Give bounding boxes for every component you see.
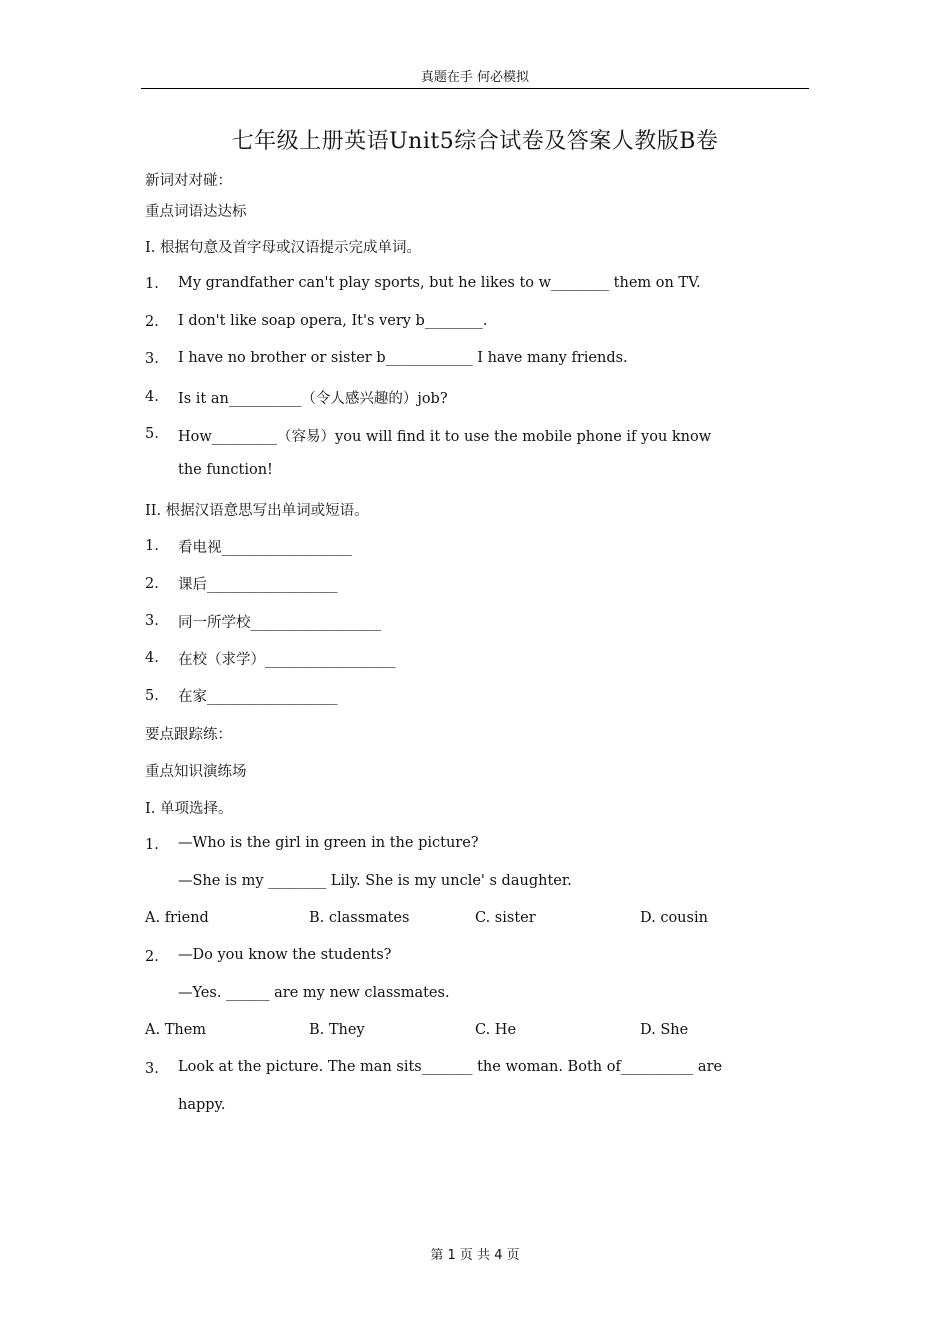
part1-item-number: 3. [145,351,159,367]
question-number: 1. [145,837,159,853]
part2-item-text: 在家__________________ [178,689,338,705]
question-line: —She is my ________ Lily. She is my uncle' s daughter. [178,873,572,889]
question-number: 2. [145,949,159,965]
part2-item-number: 5. [145,688,159,704]
option-b: B. They [309,1022,365,1038]
part1-item-text: I have no brother or sister b____________ I have many friends. [178,350,628,366]
option-c: C. sister [475,910,536,926]
option-c: C. He [475,1022,517,1038]
part1-item-text: How_________（容易）you will find it to use the mobile phone if you know [178,429,712,445]
section-new-words: 新词对对碰： [145,173,232,189]
part1-item-number: 2. [145,314,159,330]
section-knowledge: 重点知识演练场 [145,764,247,780]
part1-item-text: Is it an__________（令人感兴趣的）job? [178,391,448,407]
section-key-words: 重点词语达达标 [145,204,247,220]
question-line: Look at the picture. The man sits_______ the woman. Both of__________ are [178,1059,723,1075]
option-d: D. She [640,1022,689,1038]
option-d: D. cousin [640,910,708,926]
part1-item-continuation: the function! [178,462,273,478]
section-practice: 要点跟踪练： [145,727,232,743]
part2-item-number: 3. [145,613,159,629]
part2-heading: II. 根据汉语意思写出单词或短语。 [145,503,369,519]
part1-item-number: 1. [145,276,159,292]
question-line: happy. [178,1097,226,1113]
part2-item-text: 课后__________________ [178,577,338,593]
part1-item-number: 4. [145,389,159,405]
question-line: —Who is the girl in green in the picture? [178,835,479,851]
part1-item-text: My grandfather can't play sports, but he likes to w________ them on TV. [178,275,701,291]
question-line: —Do you know the students? [178,947,392,963]
option-b: B. classmates [309,910,410,926]
header-rule [141,88,809,89]
document-title: 七年级上册英语Unit5综合试卷及答案人教版B卷 [231,129,719,154]
question-number: 3. [145,1061,159,1077]
part1-item-number: 5. [145,426,159,442]
part1-heading: I. 根据句意及首字母或汉语提示完成单词。 [145,240,421,256]
question-line: —Yes. ______ are my new classmates. [178,985,450,1001]
page-header: 真题在手 何必模拟 [420,70,530,85]
part3-heading: I. 单项选择。 [145,801,233,817]
part2-item-text: 看电视__________________ [178,540,352,556]
option-a: A. Them [145,1022,207,1038]
page-footer: 第 1 页 共 4 页 [430,1248,520,1263]
part2-item-number: 2. [145,576,159,592]
part1-item-text: I don't like soap opera, It's very b________. [178,313,488,329]
part2-item-text: 在校（求学）__________________ [178,652,396,668]
part2-item-number: 4. [145,650,159,666]
part2-item-text: 同一所学校__________________ [178,615,381,631]
option-a: A. friend [145,910,209,926]
part2-item-number: 1. [145,538,159,554]
